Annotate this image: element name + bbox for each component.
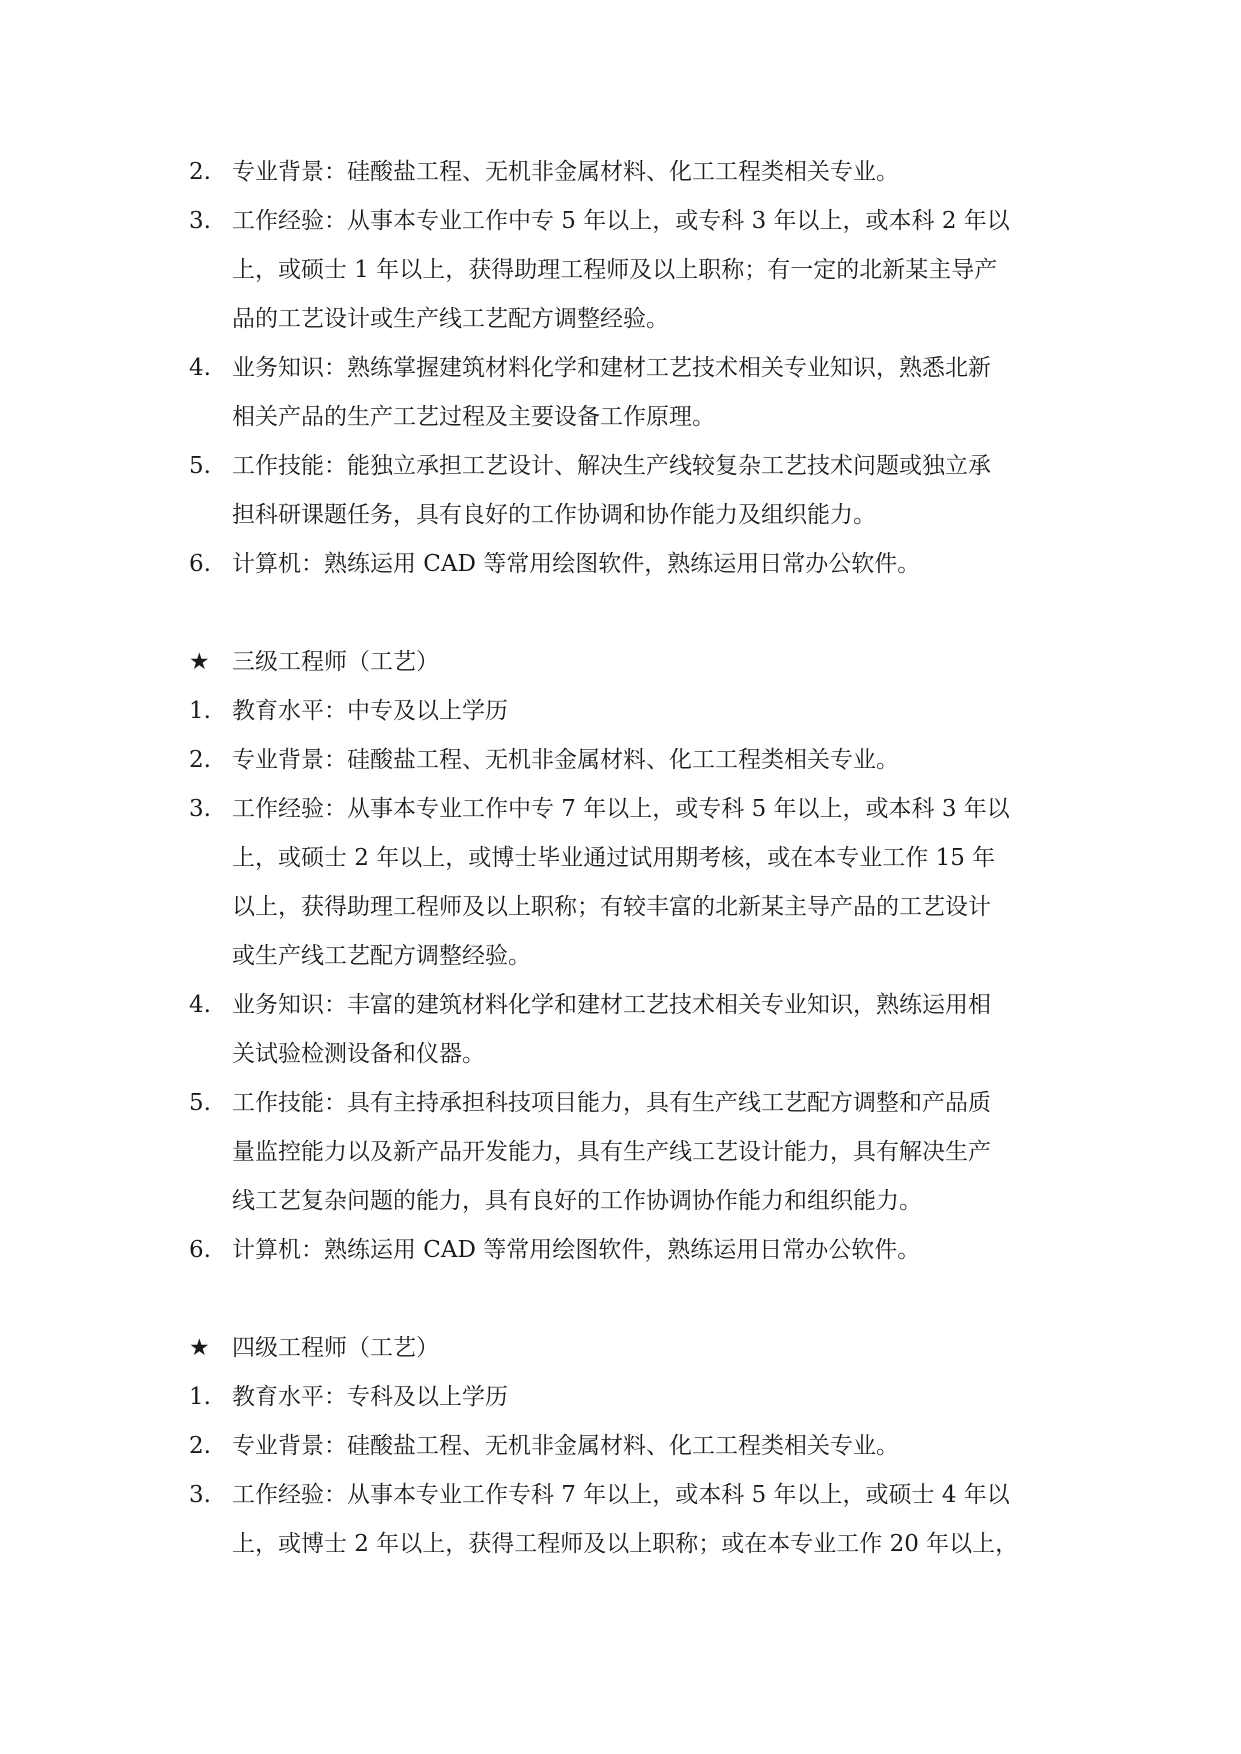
list-item-text: 上，或硕士 1 年以上，获得助理工程师及以上职称；有一定的北新某主导产 — [232, 257, 998, 283]
list-item-line — [0, 246, 1241, 295]
list-item-line — [0, 1373, 1241, 1422]
list-item-line — [0, 1030, 1241, 1079]
list-item-text: 量监控能力以及新产品开发能力，具有生产线工艺设计能力，具有解决生产 — [232, 1139, 991, 1165]
list-item-text: 上，或博士 2 年以上，获得工程师及以上职称；或在本专业工作 20 年以上， — [232, 1531, 1019, 1557]
list-number: 3. — [189, 208, 211, 234]
list-item-text: 以上，获得助理工程师及以上职称；有较丰富的北新某主导产品的工艺设计 — [232, 894, 991, 920]
list-item-text: 线工艺复杂问题的能力，具有良好的工作协调协作能力和组织能力。 — [232, 1188, 922, 1214]
list-item-line — [0, 197, 1241, 246]
list-item-text: 担科研课题任务，具有良好的工作协调和协作能力及组织能力。 — [232, 502, 876, 528]
list-item-text: 工作经验：从事本专业工作中专 5 年以上，或专科 3 年以上，或本科 2 年以 — [232, 208, 1010, 234]
list-item-text: 教育水平：专科及以上学历 — [232, 1384, 508, 1410]
list-number: 2. — [189, 1433, 211, 1459]
list-number: 6. — [189, 1237, 211, 1263]
list-item-text: 专业背景：硅酸盐工程、无机非金属材料、化工工程类相关专业。 — [232, 1433, 899, 1459]
list-number: 2. — [189, 159, 211, 185]
list-item-line — [0, 883, 1241, 932]
list-number: 6. — [189, 551, 211, 577]
requirement-list — [0, 1324, 1241, 1569]
list-number: 1. — [189, 698, 211, 724]
list-item-text: 业务知识：熟练掌握建筑材料化学和建材工艺技术相关专业知识，熟悉北新 — [232, 355, 991, 381]
list-item-line — [0, 1520, 1241, 1569]
list-item-line — [0, 344, 1241, 393]
document-page — [0, 148, 1241, 1569]
list-item-text: 教育水平：中专及以上学历 — [232, 698, 508, 724]
list-item-line — [0, 785, 1241, 834]
list-item-line — [0, 687, 1241, 736]
list-item-line — [0, 442, 1241, 491]
list-item-line — [0, 1079, 1241, 1128]
section-spacer — [0, 589, 1241, 638]
list-item-line — [0, 295, 1241, 344]
list-number: 5. — [189, 453, 211, 479]
list-number: 3. — [189, 796, 211, 822]
star-bullet: ★ — [189, 1335, 210, 1361]
list-item-text: 工作经验：从事本专业工作中专 7 年以上，或专科 5 年以上，或本科 3 年以 — [232, 796, 1010, 822]
list-item-text: 计算机：熟练运用 CAD 等常用绘图软件，熟练运用日常办公软件。 — [232, 1237, 921, 1263]
list-item-text: 或生产线工艺配方调整经验。 — [232, 943, 531, 969]
list-item-line — [0, 148, 1241, 197]
list-item-text: 业务知识：丰富的建筑材料化学和建材工艺技术相关专业知识，熟练运用相 — [232, 992, 991, 1018]
list-number: 4. — [189, 992, 211, 1018]
list-item-text: 专业背景：硅酸盐工程、无机非金属材料、化工工程类相关专业。 — [232, 159, 899, 185]
section-spacer — [0, 1275, 1241, 1324]
list-item-text: 工作经验：从事本专业工作专科 7 年以上，或本科 5 年以上，或硕士 4 年以 — [232, 1482, 1010, 1508]
list-item-line — [0, 834, 1241, 883]
list-item-line — [0, 1471, 1241, 1520]
list-item-line — [0, 1226, 1241, 1275]
list-item-line — [0, 393, 1241, 442]
requirement-list — [0, 638, 1241, 1275]
list-item-text: 工作技能：具有主持承担科技项目能力，具有生产线工艺配方调整和产品质 — [232, 1090, 991, 1116]
section-heading-text: 四级工程师（工艺） — [232, 1335, 439, 1361]
list-item-line — [0, 491, 1241, 540]
list-number: 3. — [189, 1482, 211, 1508]
list-item-text: 品的工艺设计或生产线工艺配方调整经验。 — [232, 306, 669, 332]
list-item-text: 工作技能：能独立承担工艺设计、解决生产线较复杂工艺技术问题或独立承 — [232, 453, 991, 479]
list-item-text: 专业背景：硅酸盐工程、无机非金属材料、化工工程类相关专业。 — [232, 747, 899, 773]
section-heading — [0, 638, 1241, 687]
list-item-line — [0, 736, 1241, 785]
list-item-line — [0, 1128, 1241, 1177]
list-number: 2. — [189, 747, 211, 773]
list-item-text: 计算机：熟练运用 CAD 等常用绘图软件，熟练运用日常办公软件。 — [232, 551, 921, 577]
list-item-text: 上，或硕士 2 年以上，或博士毕业通过试用期考核，或在本专业工作 15 年 — [232, 845, 996, 871]
list-item-line — [0, 1422, 1241, 1471]
star-bullet: ★ — [189, 649, 210, 675]
section-heading-text: 三级工程师（工艺） — [232, 649, 439, 675]
list-number: 5. — [189, 1090, 211, 1116]
list-number: 1. — [189, 1384, 211, 1410]
list-item-line — [0, 981, 1241, 1030]
list-item-text: 关试验检测设备和仪器。 — [232, 1041, 485, 1067]
list-number: 4. — [189, 355, 211, 381]
list-item-line — [0, 540, 1241, 589]
requirement-list — [0, 148, 1241, 589]
list-item-line — [0, 932, 1241, 981]
list-item-text: 相关产品的生产工艺过程及主要设备工作原理。 — [232, 404, 715, 430]
section-heading — [0, 1324, 1241, 1373]
list-item-line — [0, 1177, 1241, 1226]
